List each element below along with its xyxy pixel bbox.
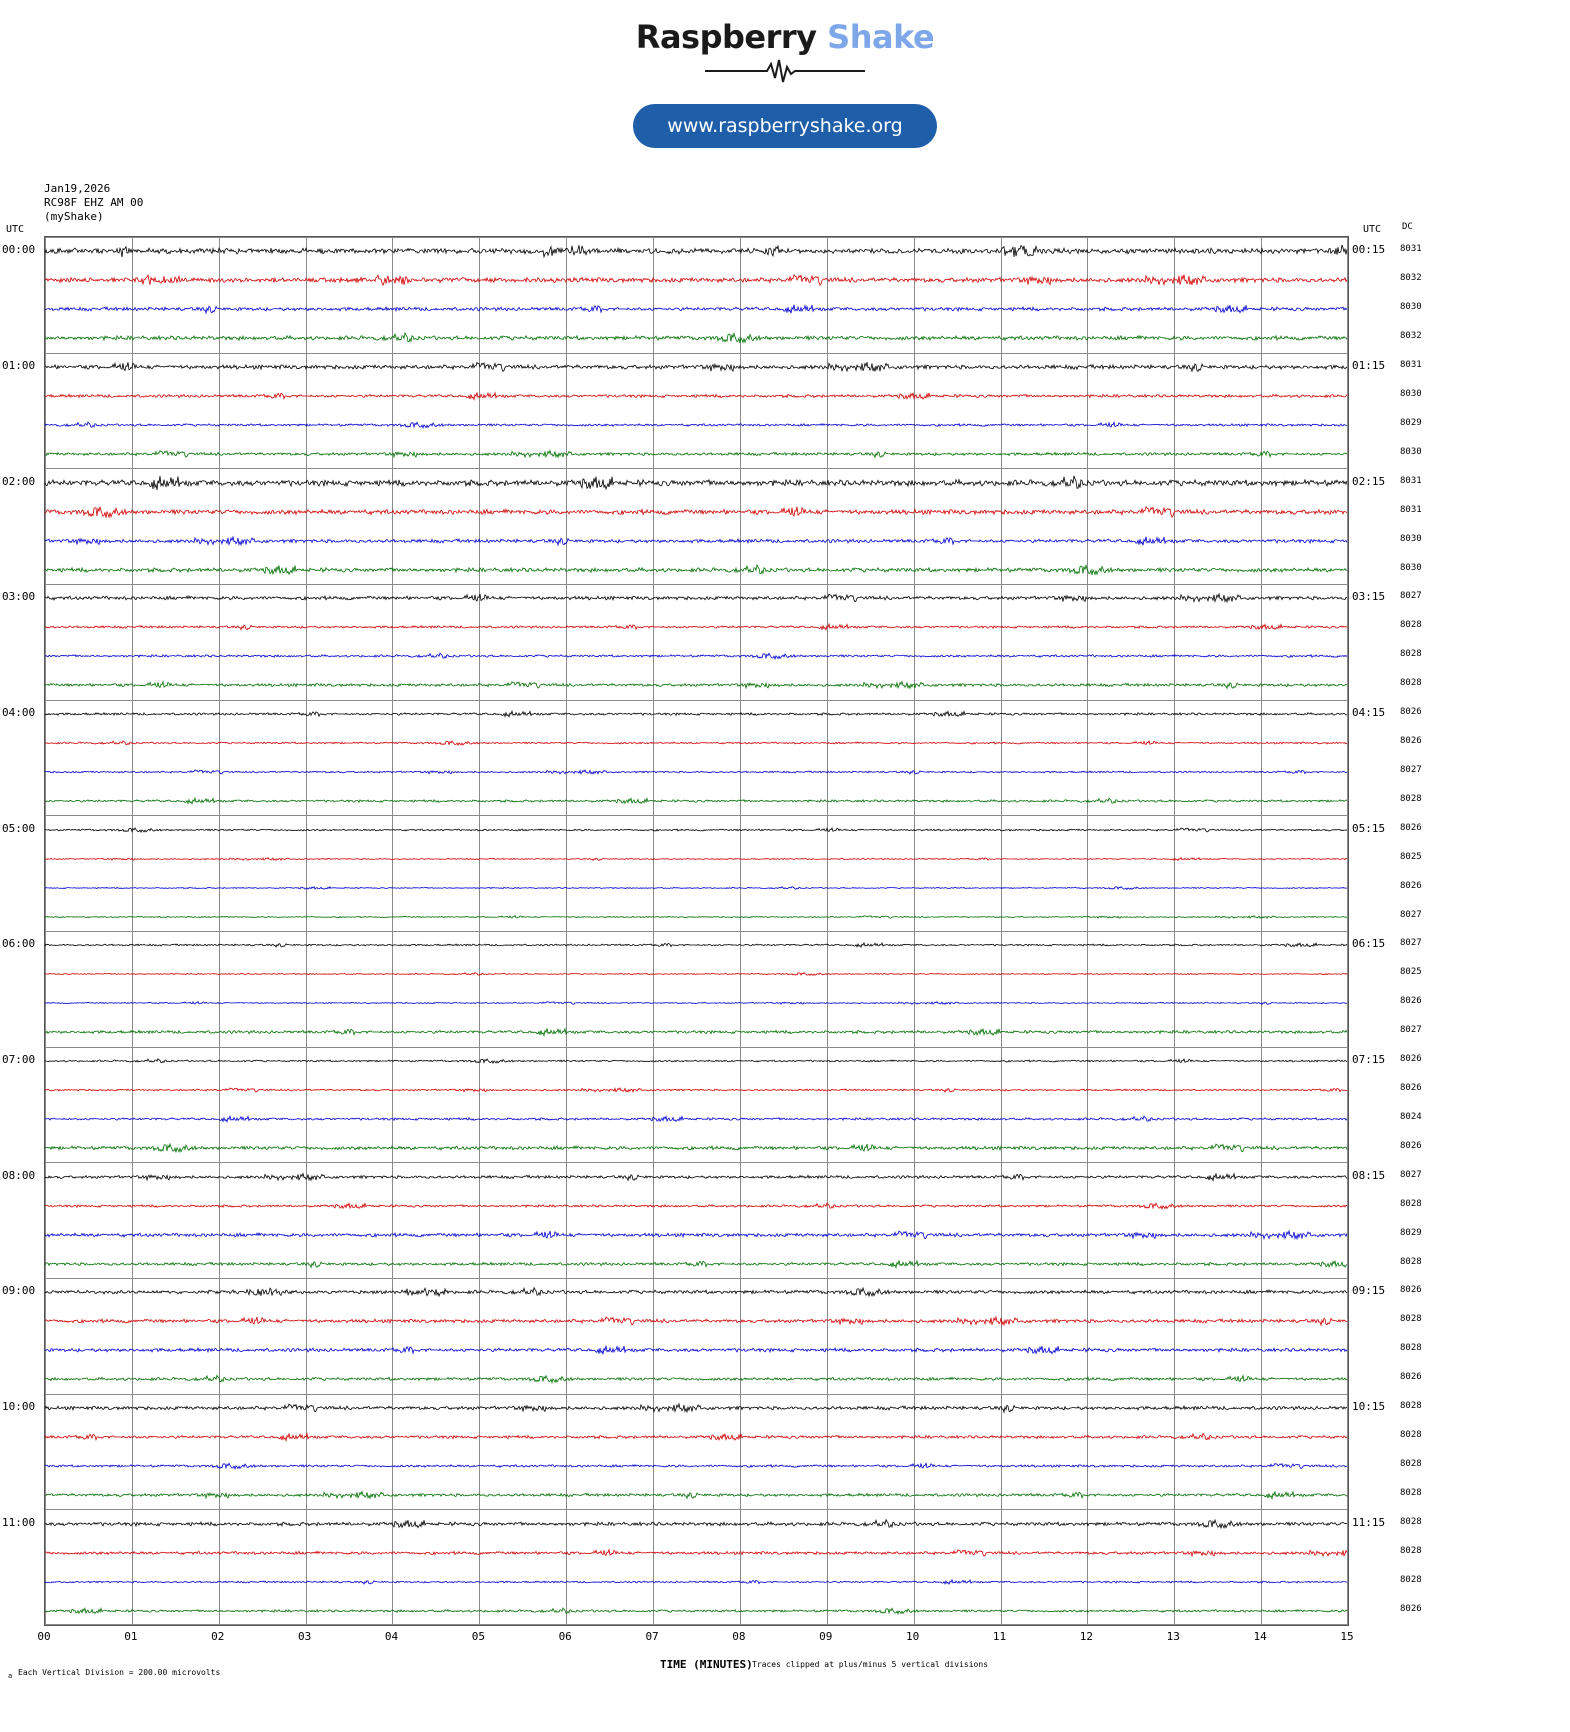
x-tick-label: 08 bbox=[732, 1630, 746, 1643]
plot-date-label: Jan19,2026 bbox=[44, 182, 111, 195]
dc-value: 8028 bbox=[1400, 793, 1422, 804]
hour-label-right: 10:15 bbox=[1352, 1400, 1386, 1414]
dc-value: 8026 bbox=[1400, 1285, 1422, 1296]
seismic-trace bbox=[45, 643, 1348, 669]
helicorder-plot bbox=[0, 176, 1570, 1732]
seismic-trace bbox=[45, 1598, 1348, 1624]
dc-value: 8028 bbox=[1400, 1458, 1422, 1469]
seismic-trace bbox=[45, 1366, 1348, 1392]
page-header bbox=[0, 0, 1570, 148]
dc-value: 8026 bbox=[1400, 1603, 1422, 1614]
hour-label-left: 04:00 bbox=[2, 706, 36, 720]
dc-value: 8027 bbox=[1400, 938, 1422, 949]
hour-label-right: 09:15 bbox=[1352, 1284, 1386, 1298]
dc-value: 8028 bbox=[1400, 1256, 1422, 1267]
x-tick-label: 02 bbox=[211, 1630, 225, 1643]
hour-label-left: 02:00 bbox=[2, 474, 36, 488]
x-tick-label: 07 bbox=[645, 1630, 659, 1643]
dc-value: 8031 bbox=[1400, 360, 1422, 371]
seismic-trace bbox=[45, 672, 1348, 698]
dc-value: 8029 bbox=[1400, 1227, 1422, 1238]
seismic-trace bbox=[45, 296, 1348, 322]
seismic-trace bbox=[45, 1164, 1348, 1190]
seismic-trace bbox=[45, 1135, 1348, 1161]
dc-value: 8028 bbox=[1400, 1487, 1422, 1498]
x-tick-label: 13 bbox=[1166, 1630, 1180, 1643]
hour-label-left: 11:00 bbox=[2, 1515, 36, 1529]
hour-label-left: 10:00 bbox=[2, 1400, 36, 1414]
seismic-trace bbox=[45, 961, 1348, 987]
dc-value: 8028 bbox=[1400, 1198, 1422, 1209]
hour-label-right: 11:15 bbox=[1352, 1515, 1386, 1529]
dc-value: 8028 bbox=[1400, 1401, 1422, 1412]
dc-value: 8026 bbox=[1400, 707, 1422, 718]
seismic-trace bbox=[45, 846, 1348, 872]
dc-value: 8026 bbox=[1400, 1140, 1422, 1151]
dc-value: 8028 bbox=[1400, 1314, 1422, 1325]
hour-label-right: 00:15 bbox=[1352, 243, 1386, 257]
hour-label-left: 09:00 bbox=[2, 1284, 36, 1298]
seismic-trace bbox=[45, 1106, 1348, 1132]
seismogram-grid bbox=[44, 236, 1349, 1626]
x-tick-label: 15 bbox=[1340, 1630, 1354, 1643]
hour-label-right: 06:15 bbox=[1352, 937, 1386, 951]
seismic-trace bbox=[45, 1540, 1348, 1566]
dc-value: 8031 bbox=[1400, 504, 1422, 515]
seismic-trace bbox=[45, 990, 1348, 1016]
x-tick-label: 01 bbox=[124, 1630, 138, 1643]
seismic-trace bbox=[45, 1424, 1348, 1450]
utc-left-header: UTC bbox=[6, 224, 25, 235]
dc-value: 8030 bbox=[1400, 302, 1422, 313]
x-tick-label: 06 bbox=[558, 1630, 572, 1643]
dc-column-header: DC bbox=[1402, 222, 1413, 232]
seismic-trace bbox=[45, 585, 1348, 611]
seismic-trace bbox=[45, 1569, 1348, 1595]
dc-value: 8027 bbox=[1400, 764, 1422, 775]
corner-mark-label: a bbox=[8, 1672, 13, 1680]
dc-value: 8032 bbox=[1400, 273, 1422, 284]
seismic-trace bbox=[45, 557, 1348, 583]
seismic-trace bbox=[45, 1048, 1348, 1074]
seismic-trace bbox=[45, 238, 1348, 264]
seismic-trace bbox=[45, 441, 1348, 467]
dc-value: 8028 bbox=[1400, 1545, 1422, 1556]
dc-value: 8027 bbox=[1400, 591, 1422, 602]
dc-value: 8027 bbox=[1400, 1169, 1422, 1180]
dc-value: 8030 bbox=[1400, 533, 1422, 544]
hour-label-right: 07:15 bbox=[1352, 1053, 1386, 1067]
hour-label-left: 07:00 bbox=[2, 1053, 36, 1067]
logo-word-raspberry: Raspberry bbox=[635, 18, 817, 56]
waveform-icon bbox=[705, 58, 865, 84]
seismic-trace bbox=[45, 470, 1348, 496]
dc-value: 8031 bbox=[1400, 475, 1422, 486]
plot-channel-label: RC98F EHZ AM 00 bbox=[44, 196, 144, 209]
x-tick-label: 10 bbox=[906, 1630, 920, 1643]
dc-value: 8026 bbox=[1400, 736, 1422, 747]
dc-value: 8028 bbox=[1400, 1516, 1422, 1527]
dc-value: 8026 bbox=[1400, 1054, 1422, 1065]
hour-label-right: 01:15 bbox=[1352, 359, 1386, 373]
plot-instrument-label: (myShake) bbox=[44, 210, 104, 223]
dc-value: 8027 bbox=[1400, 1025, 1422, 1036]
dc-value: 8026 bbox=[1400, 1083, 1422, 1094]
seismic-trace bbox=[45, 817, 1348, 843]
hour-label-right: 04:15 bbox=[1352, 706, 1386, 720]
hour-label-left: 08:00 bbox=[2, 1168, 36, 1182]
seismic-trace bbox=[45, 875, 1348, 901]
hour-label-right: 02:15 bbox=[1352, 474, 1386, 488]
dc-value: 8030 bbox=[1400, 562, 1422, 573]
seismic-trace bbox=[45, 1453, 1348, 1479]
dc-value: 8030 bbox=[1400, 389, 1422, 400]
seismic-trace bbox=[45, 1482, 1348, 1508]
seismic-trace bbox=[45, 1251, 1348, 1277]
utc-right-header: UTC bbox=[1363, 224, 1382, 235]
hour-label-left: 03:00 bbox=[2, 590, 36, 604]
seismic-trace bbox=[45, 1077, 1348, 1103]
seismic-trace bbox=[45, 1279, 1348, 1305]
seismic-trace bbox=[45, 1395, 1348, 1421]
hour-label-right: 05:15 bbox=[1352, 821, 1386, 835]
x-tick-label: 14 bbox=[1253, 1630, 1267, 1643]
dc-value: 8028 bbox=[1400, 678, 1422, 689]
hour-label-left: 01:00 bbox=[2, 359, 36, 373]
dc-value: 8025 bbox=[1400, 967, 1422, 978]
seismic-trace bbox=[45, 788, 1348, 814]
seismic-trace bbox=[45, 904, 1348, 930]
seismic-trace bbox=[45, 1308, 1348, 1334]
scale-note-label: Each Vertical Division = 200.00 microvolts bbox=[18, 1668, 221, 1677]
x-axis-title: TIME (MINUTES) bbox=[660, 1658, 753, 1671]
hour-label-left: 00:00 bbox=[2, 243, 36, 257]
seismic-trace bbox=[45, 1511, 1348, 1537]
dc-value: 8029 bbox=[1400, 417, 1422, 428]
hour-label-left: 05:00 bbox=[2, 821, 36, 835]
seismic-trace bbox=[45, 1337, 1348, 1363]
seismic-trace bbox=[45, 325, 1348, 351]
dc-value: 8026 bbox=[1400, 996, 1422, 1007]
seismic-trace bbox=[45, 614, 1348, 640]
dc-value: 8024 bbox=[1400, 1111, 1422, 1122]
dc-value: 8027 bbox=[1400, 909, 1422, 920]
hour-label-left: 06:00 bbox=[2, 937, 36, 951]
dc-value: 8030 bbox=[1400, 446, 1422, 457]
dc-value: 8026 bbox=[1400, 822, 1422, 833]
x-tick-label: 11 bbox=[992, 1630, 1007, 1643]
x-tick-label: 03 bbox=[297, 1630, 312, 1643]
seismic-trace bbox=[45, 499, 1348, 525]
x-tick-label: 00 bbox=[37, 1630, 51, 1643]
dc-value: 8031 bbox=[1400, 244, 1422, 255]
seismic-trace bbox=[45, 528, 1348, 554]
dc-value: 8032 bbox=[1400, 331, 1422, 342]
seismic-trace bbox=[45, 1193, 1348, 1219]
dc-value: 8026 bbox=[1400, 880, 1422, 891]
dc-value: 8028 bbox=[1400, 620, 1422, 631]
seismic-trace bbox=[45, 383, 1348, 409]
x-tick-label: 05 bbox=[471, 1630, 485, 1643]
dc-value: 8028 bbox=[1400, 1430, 1422, 1441]
dc-value: 8026 bbox=[1400, 1372, 1422, 1383]
grid-hline bbox=[45, 1624, 1348, 1625]
seismic-trace bbox=[45, 1019, 1348, 1045]
hour-label-right: 03:15 bbox=[1352, 590, 1386, 604]
seismic-trace bbox=[45, 354, 1348, 380]
x-tick-label: 12 bbox=[1079, 1630, 1094, 1643]
seismic-trace bbox=[45, 701, 1348, 727]
dc-value: 8028 bbox=[1400, 1574, 1422, 1585]
dc-value: 8028 bbox=[1400, 1343, 1422, 1354]
x-tick-label: 04 bbox=[384, 1630, 399, 1643]
raspberry-shake-logo bbox=[0, 18, 1570, 56]
seismic-trace bbox=[45, 412, 1348, 438]
logo-word-shake: Shake bbox=[827, 18, 935, 56]
seismic-trace bbox=[45, 267, 1348, 293]
clip-note-label: Traces clipped at plus/minus 5 vertical divisions bbox=[752, 1660, 989, 1669]
seismic-trace bbox=[45, 932, 1348, 958]
seismic-trace bbox=[45, 1222, 1348, 1248]
seismic-trace bbox=[45, 730, 1348, 756]
x-tick-label: 09 bbox=[819, 1630, 833, 1643]
seismic-trace bbox=[45, 759, 1348, 785]
dc-value: 8025 bbox=[1400, 851, 1422, 862]
website-url-button[interactable]: www.raspberryshake.org bbox=[633, 104, 936, 148]
hour-label-right: 08:15 bbox=[1352, 1168, 1386, 1182]
dc-value: 8028 bbox=[1400, 649, 1422, 660]
